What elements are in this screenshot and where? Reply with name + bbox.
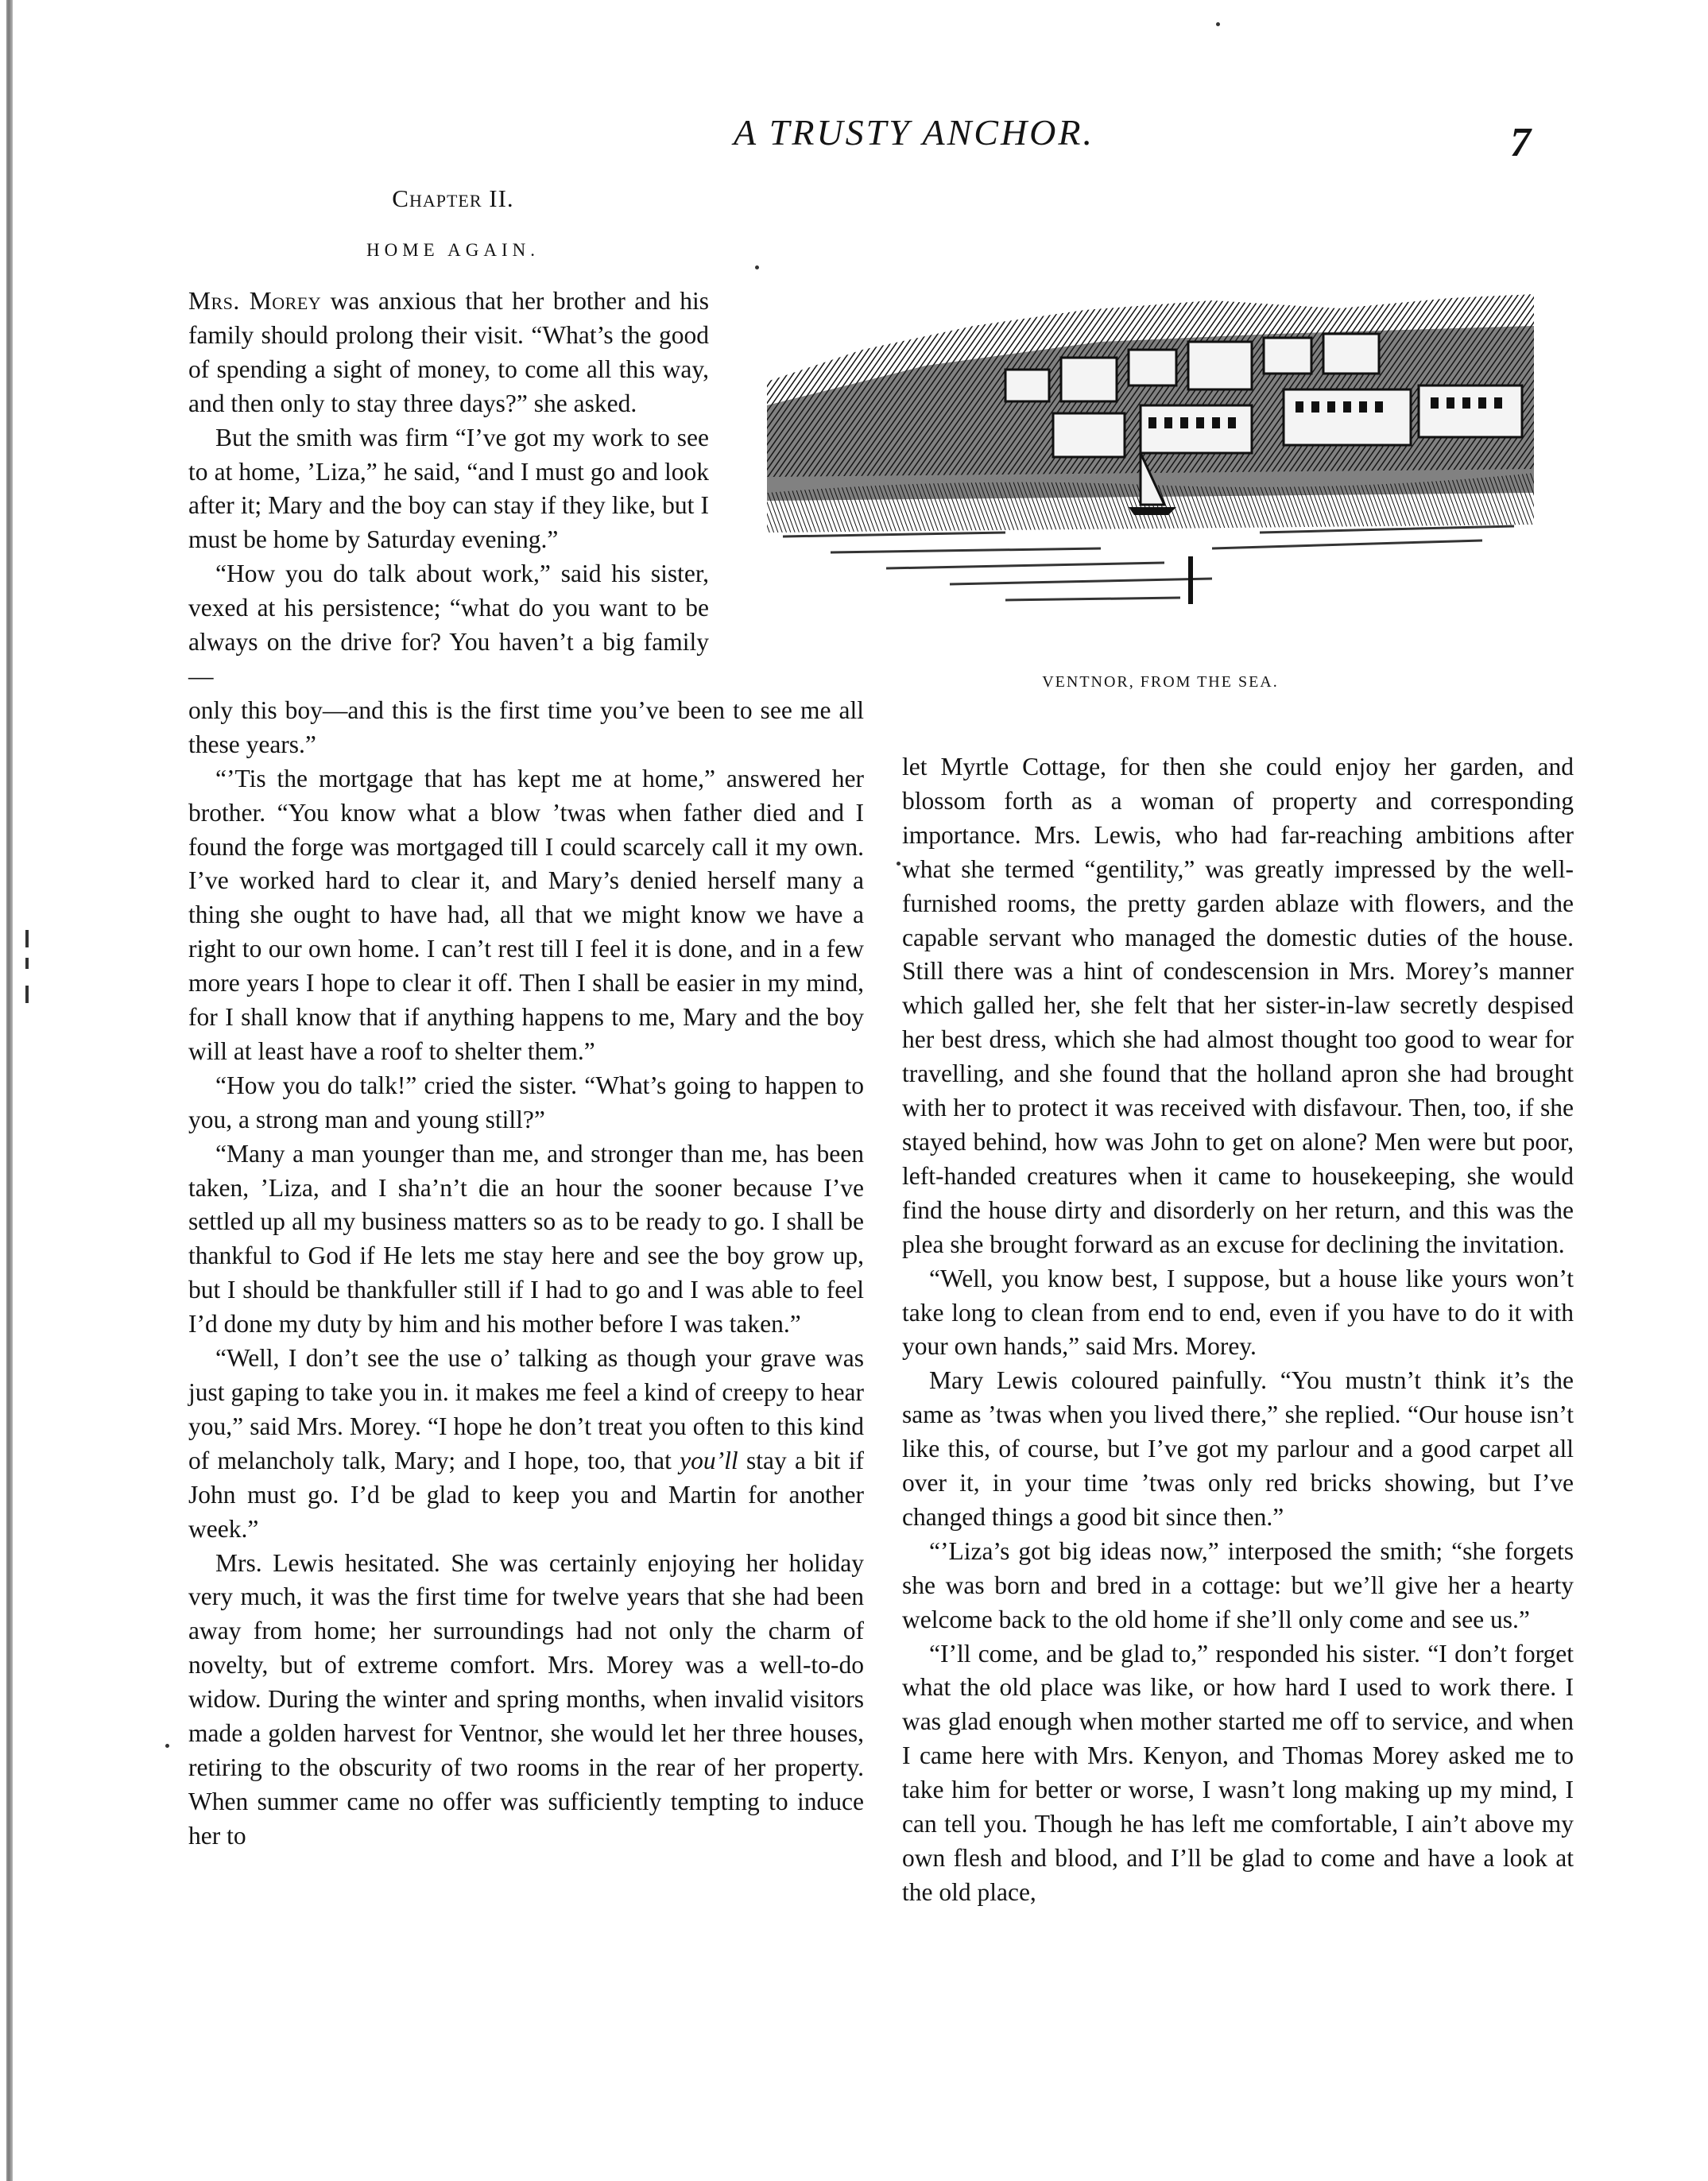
chapter-title: Chapter II. xyxy=(392,184,514,212)
paragraph-text: was anxious that her brother and his family should prolong their visit. “What’s the good of spending a sight of money, to come all this way, and then only to stay three days?” she asked. xyxy=(188,287,709,417)
paragraph: “How you do talk about work,” said his sister, vexed at his persistence; “what do you want to be always on the drive for? You haven’t a big family— xyxy=(188,560,709,690)
print-speck xyxy=(755,265,759,269)
text-column-right xyxy=(902,750,1574,1910)
binding-edge xyxy=(6,0,13,2181)
chapter-subtitle: HOME AGAIN. xyxy=(366,240,540,260)
paragraph: But the smith was firm “I’ve got my work to see to at home, ’Liza,” he said, “and I must go and look after it; Mary and the boy can stay if they like, but I must be home by Saturday evening.” xyxy=(188,423,709,554)
paragraph: “’Liza’s got big ideas now,” interposed the smith; “she forgets she was born and bred in a cottage: but we’ll give her a hearty welcome back to the old home if she’ll only come and see us.” xyxy=(902,1536,1574,1633)
paragraph-text: stay a bit if John must go. I’d be glad to keep you and Martin for another week.” xyxy=(188,1446,865,1543)
text-column-left xyxy=(188,285,864,1854)
paragraph: Mrs. Lewis hesitated. She was certainly enjoying her holiday very much, it was the first time for twelve years that she had been away from home; her surroundings had not only the charm of novelty, but of extreme comfort. Mrs. Morey was a well-to-do widow. During the winter and spring months, when invalid visitors made a golden harvest for Ventnor, she would let her three houses, retiring to the obscurity of two rooms in the rear of her property. When summer came no offer was sufficiently tempting to induce her to xyxy=(188,1548,864,1850)
print-speck xyxy=(165,1744,169,1748)
paragraph: “Many a man younger than me, and stronger than me, has been taken, ’Liza, and I sha’n’t die an hour the sooner because I’ve settled up all my business matters so as to be ready to go. I shall be thankful to God if He lets me stay here and see the boy grow up, but I should be thankfuller still if I had to go and I was able to feel I’d done my duty by him and his mother before I was taken.” xyxy=(188,1139,864,1338)
page-number: 7 xyxy=(1510,120,1531,165)
paragraph: “I’ll come, and be glad to,” responded his sister. “I don’t forget what the old place was like, or how hard I used to work there. I was glad enough when mother started me off to service, and when I came here with Mrs. Kenyon, and Thomas Morey asked me to take him for better or worse, I wasn’t long making up my mind, I can tell you. Though he has left me comfortable, I ain’t above my own flesh and blood, and I’ll be glad to come and have a look at the old place, xyxy=(902,1639,1574,1906)
running-head: A TRUSTY ANCHOR. xyxy=(733,112,1094,153)
binding-mark xyxy=(25,930,29,947)
paragraph xyxy=(188,285,709,421)
binding-mark xyxy=(25,958,29,969)
paragraph: “How you do talk!” cried the sister. “What’s going to happen to you, a strong man and young still?” xyxy=(188,1071,864,1133)
paragraph-continued: let Myrtle Cottage, for then she could enjoy her garden, and blossom forth as a woman of property and corresponding importance. Mrs. Lewis, who had far-reaching ambitions after what she termed “gentility,” was greatly impressed by the well-furnished rooms, the pretty garden ablaze with flowers, and the capable servant who managed the domestic duties of the house. Still there was a hint of condescension in Mrs. Morey’s manner which galled her, she felt that her sister-in-law secretly despised her best dress, which she had almost thought too good to wear for travelling, and she found that the holland apron she had brought with her to protect it was received with disfavour. Then, too, if she stayed behind, how was John to get on alone? Men were but poor, left-handed creatures when it came to housekeeping, she would find the house dirty and disorderly on her return, and this was the plea she brought forward as an excuse for declining the invitation. xyxy=(902,753,1574,1258)
paragraph-lead: Mrs. Morey xyxy=(188,287,322,315)
paragraph: Mary Lewis coloured painfully. “You mustn’t think it’s the same as ’twas when you lived there,” she replied. “Our house isn’t like this, of course, but I’ve got my parlour and a good carpet all over it, in your time ’twas only red bricks showing, but I’ve changed things a good bit since then.” xyxy=(902,1366,1574,1531)
print-speck xyxy=(1216,22,1220,26)
illustration-caption: VENTNOR, FROM THE SEA. xyxy=(1042,673,1279,691)
paragraph-text: “Well, I don’t see the use o’ talking as though your grave was just gaping to take you in. it makes me feel a kind of creepy to hear you,” said Mrs. Morey. “I hope he don’t treat you often to this kind of melancholy talk, Mary; and I hope, too, that xyxy=(188,1344,864,1474)
print-speck xyxy=(897,862,900,866)
ventnor-engraving-icon xyxy=(767,294,1534,626)
binding-mark xyxy=(25,986,29,1003)
paragraph xyxy=(188,1342,864,1546)
paragraph: “’Tis the mortgage that has kept me at home,” answered her brother. “You know what a blow ’twas when father died and I found the forge was mortgaged till I could scarcely call it my own. I’ve worked hard to clear it, and Mary’s denied herself many a thing she ought to have had, all that we might know we have a right to our own home. I can’t rest till I feel it is done, and in a few more years I hope to clear it off. Then I shall be easier in my mind, for I shall know that if anything happens to me, Mary and the boy will at least have a roof to shelter them.” xyxy=(188,764,864,1065)
emphasis-text: you’ll xyxy=(680,1446,738,1474)
paragraph: “Well, you know best, I suppose, but a house like yours won’t take long to clean from end to end, even if you have to do it with your own hands,” said Mrs. Morey. xyxy=(902,1264,1574,1361)
paragraph-continued: only this boy—and this is the first time you’ve been to see me all these years.” xyxy=(188,695,864,758)
